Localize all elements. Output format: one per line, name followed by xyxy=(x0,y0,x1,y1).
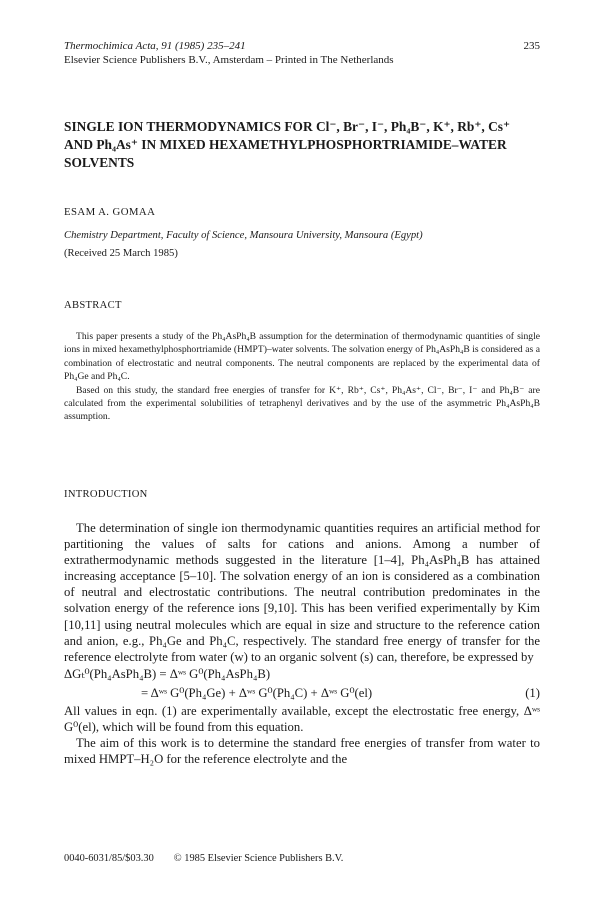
article-title: SINGLE ION THERMODYNAMICS FOR Cl⁻, Br⁻, I⁻, Ph₄B⁻, K⁺, Rb⁺, Cs⁺ AND Ph₄As⁺ IN MIXED HEXAMETHYLPHOSPHORTRIAMIDE–WATER SOLVENTS xyxy=(64,119,511,170)
body-paragraph: The aim of this work is to determine the standard free energies of transfer from water to mixed HMPT–H₂O for the reference electrolyte and the xyxy=(64,736,540,767)
equation-line xyxy=(64,684,540,703)
equation-number: (1) xyxy=(525,685,540,700)
equation-expression: = Δʷˢ G⁰(Ph₄Ge) + Δʷˢ G⁰(Ph₄C) + Δʷˢ G⁰(el) xyxy=(141,685,373,700)
abstract-heading: ABSTRACT xyxy=(64,300,122,311)
received-date: (Received 25 March 1985) xyxy=(64,248,178,259)
introduction-heading: INTRODUCTION xyxy=(64,489,148,500)
author-name: ESAM A. GOMAA xyxy=(64,206,156,218)
publisher-line: Elsevier Science Publishers B.V., Amsterdam – Printed in The Netherlands xyxy=(64,54,394,66)
introduction-body xyxy=(64,520,540,767)
equation-line: ΔGₜ⁰(Ph₄AsPh₄B) = Δʷˢ G⁰(Ph₄AsPh₄B) xyxy=(64,666,271,681)
page-footer xyxy=(64,853,343,864)
abstract-body xyxy=(64,330,540,424)
abstract-paragraph: This paper presents a study of the Ph₄AsPh₄B assumption for the determination of thermodynamic quantities of single ions in mixed hexamethylphosphortriamide (HMPT)–water solvents. The solvation energy of Ph₄AsPh₄B is considered as a combination of electrostatic and neutral components. The neutral components are replaced by the experimental data of Ph₄Ge and Ph₄C. xyxy=(64,331,540,383)
body-paragraph: All values in eqn. (1) are experimentally available, except the electrostatic free energy, Δʷˢ G⁰(el), which will be found from this equation. xyxy=(64,703,540,734)
issn-code: 0040-6031/85/$03.30 xyxy=(64,853,154,864)
abstract-paragraph: Based on this study, the standard free energies of transfer for K⁺, Rb⁺, Cs⁺, Ph₄As⁺, Cl⁻, Br⁻, I⁻ and Ph₄B⁻ are calculated from the experimental solubilities of tetraphenyl derivatives and by the use of the asymmetric Ph₄AsPh₄B assumption. xyxy=(64,384,540,423)
copyright-notice: © 1985 Elsevier Science Publishers B.V. xyxy=(173,853,344,864)
body-paragraph: The determination of single ion thermodynamic quantities requires an artificial method for partitioning the values of salts for cations and anions. Among a number of extrathermodynamic methods suggested in the literature [1–4], Ph₄AsPh₄B has attained increasing acceptance [5–10]. The solvation energy of an ion is considered as a combination of neutral and electrostatic contributions. The neutral contribution predominates in the solvation energy of the reference ions [9,10]. This has been verified experimentally by Kim [10,11] using neutral molecules which are equal in size and structure to the reference cation and anion, e.g., Ph₄Ge and Ph₄C, respectively. The standard free energy of transfer for the reference electrolyte from water (w) to an organic solvent (s) can, therefore, be expressed by xyxy=(64,521,540,664)
journal-citation: Thermochimica Acta, 91 (1985) 235–241 xyxy=(64,40,246,52)
running-header xyxy=(64,40,540,52)
author-affiliation: Chemistry Department, Faculty of Science, Mansoura University, Mansoura (Egypt) xyxy=(64,230,423,241)
page-number: 235 xyxy=(523,40,540,52)
